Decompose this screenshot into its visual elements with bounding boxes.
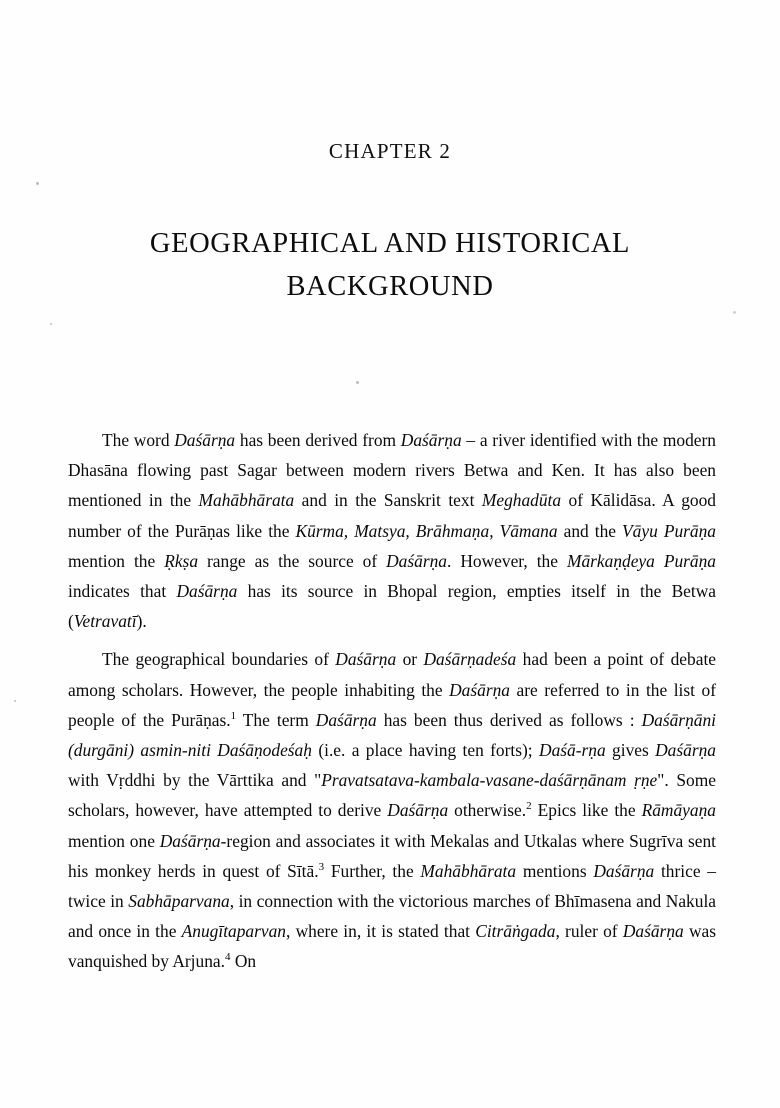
paragraph-1: The word Daśārṇa has been derived from Daśārṇa – a river identified with the modern Dhasāna flowing past Sagar between modern rivers Betwa and Ken. It has also been mentioned in the Mahābhārata and in the Sanskrit text Meghadūta of Kālidāsa. A good number of the Purāṇas like the Kūrma, Matsya, Brāhmaṇa, Vāmana and the Vāyu Purāṇa mention the Ṛkṣa range as the source of Daśārṇa. However, the Mārkaṇḍeya Purāṇa indicates that Daśārṇa has its source in Bhopal region, empties itself in the Betwa (Vetravatī). (68, 430, 716, 632)
page-speckle (733, 311, 736, 314)
page-title-line-2: BACKGROUND (286, 271, 494, 302)
page-title (0, 222, 780, 308)
footnote-marker-4: 4 (224, 951, 231, 964)
page-speckle (356, 381, 359, 384)
paragraph-2: The geographical boundaries of Daśārṇa or Daśārṇadeśa had been a point of debate among scholars. However, the people inhabiting the Daśārṇa are referred to in the list of people of the Purāṇas.$^1$ The term Daśārṇa has been thus derived as follows : Daśārṇāni (durgāni) asmin-niti Daśāṇodeśaḥ (i.e. a place having ten forts); Daśā-rṇa gives Daśārṇa with Vṛddhi by the Vārttika and "Pravatsatava-kambala-vasane-daśārṇānam ṛṇe". Some scholars, however, have attempted to derive Daśārṇa otherwise.$^2$ Epics like the Rāmāyaṇa mention one Daśārṇa-region and associates it with Mekalas and Utkalas where Sugrīva sent his monkey herds in quest of Sītā.$^3$ Further, the Mahābhārata mentions Daśārṇa thrice – twice in Sabhāparvana, in connection with the victorious marches of Bhīmasena and Nakula and once in the Anugītaparvan, where in, it is stated that Citrāṅgada, ruler of Daśārṇa was vanquished by Arjuna.$^4$ On (68, 649, 717, 972)
page-speckle (50, 323, 52, 325)
page-speckle (14, 700, 16, 702)
body-text (68, 425, 716, 977)
page-title-line-1: GEOGRAPHICAL AND HISTORICAL (149, 228, 631, 259)
page-speckle (36, 182, 39, 185)
footnote-marker-3: 3 (318, 861, 325, 874)
chapter-label: CHAPTER 2 (328, 139, 452, 163)
footnote-marker-1: 1 (230, 710, 237, 723)
footnote-marker-2: 2 (526, 800, 532, 813)
